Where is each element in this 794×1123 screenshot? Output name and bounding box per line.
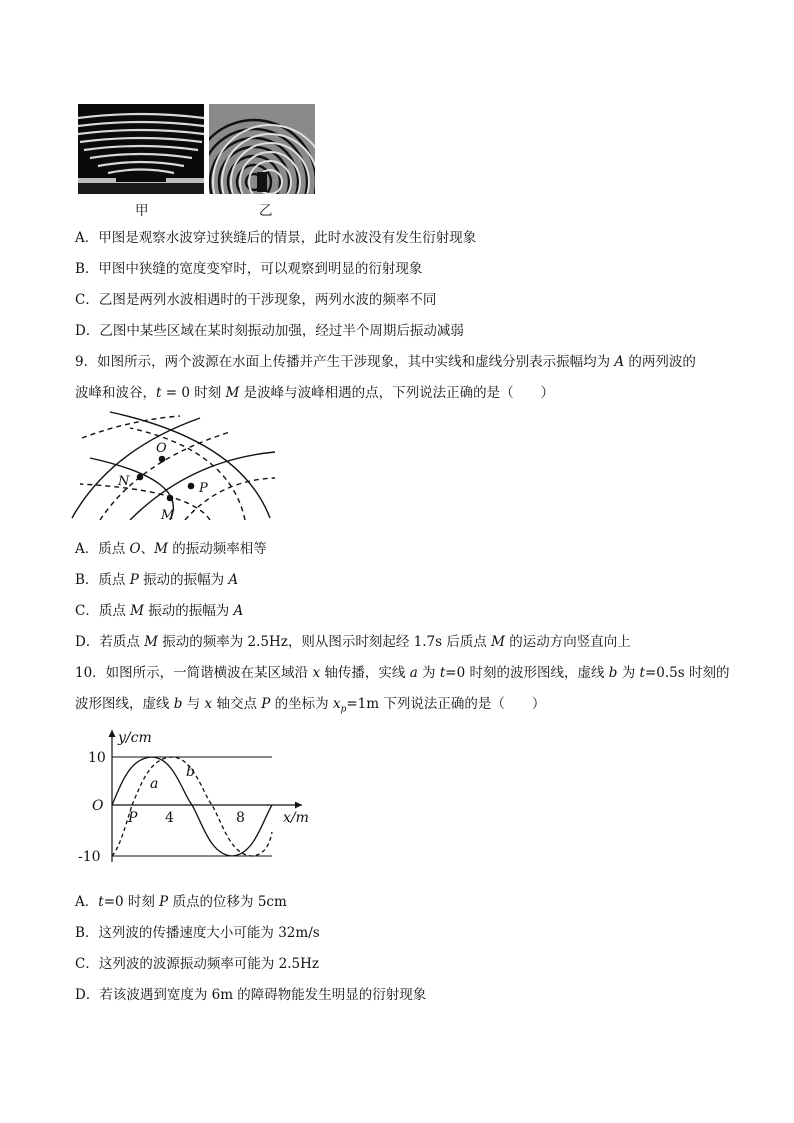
curve-b-label: b bbox=[186, 764, 195, 780]
label-m: M bbox=[161, 508, 175, 522]
point-m bbox=[167, 495, 174, 502]
figure-label-right: 乙 bbox=[259, 203, 273, 219]
point-o bbox=[159, 456, 166, 463]
q8-option-b: B．甲图中狭缝的宽度变窄时，可以观察到明显的衍射现象 bbox=[75, 261, 423, 277]
point-p bbox=[188, 483, 195, 490]
q10-option-c: C．这列波的波源振动频率可能为 2.5Hz bbox=[75, 956, 319, 972]
x-tick-4: 4 bbox=[165, 810, 174, 826]
point-n bbox=[137, 474, 144, 481]
q8-option-c: C．乙图是两列水波相遇时的干涉现象，两列水波的频率不同 bbox=[75, 292, 437, 308]
q9-stem-line2: 波峰和波谷，t = 0 时刻 M 是波峰与波峰相遇的点，下列说法正确的是（ ） bbox=[75, 385, 555, 401]
y-tick-top: 10 bbox=[88, 750, 106, 766]
interference-photo-drawing bbox=[209, 104, 315, 194]
q9-option-b: B．质点 P 振动的振幅为 A bbox=[75, 572, 239, 588]
curve-b bbox=[132, 757, 272, 856]
origin-label: O bbox=[92, 798, 104, 814]
q9-option-a: A．质点 O、M 的振动频率相等 bbox=[75, 541, 267, 557]
q9-interference-figure bbox=[70, 410, 275, 522]
q9-stem-line1: 9．如图所示，两个波源在水面上传播并产生干涉现象，其中实线和虚线分别表示振幅均为 A 的两列波的 bbox=[75, 354, 696, 370]
q10-option-b: B．这列波的传播速度大小可能为 32m/s bbox=[75, 925, 320, 941]
q8-option-a: A．甲图是观察水波穿过狭缝后的情景，此时水波没有发生衍射现象 bbox=[75, 230, 477, 246]
x-tick-8: 8 bbox=[236, 810, 245, 826]
q10-stem-line2: 波形图线，虚线 b 与 x 轴交点 P 的坐标为 $x_p=1m$ 下列说法正确的是（ ） bbox=[75, 696, 546, 715]
diffraction-photo-drawing bbox=[78, 104, 204, 194]
q9-option-d: D．若质点 M 振动的频率为 2.5Hz，则从图示时刻起经 1.7s 后质点 M 的运动方向竖直向上 bbox=[75, 634, 631, 650]
label-n: N bbox=[118, 474, 130, 489]
label-o: O bbox=[156, 441, 167, 456]
q10-option-a: A．t=0 时刻 P 质点的位移为 5cm bbox=[75, 894, 287, 910]
figure-label-left: 甲 bbox=[135, 203, 149, 219]
label-p: P bbox=[199, 481, 208, 496]
y-tick-bottom: -10 bbox=[78, 849, 101, 865]
point-p-label: P bbox=[128, 810, 138, 826]
diffraction-photo bbox=[78, 104, 204, 194]
curve-a-label: a bbox=[150, 776, 159, 792]
q10-wave-graph bbox=[70, 722, 320, 872]
q9-option-c: C．质点 M 振动的振幅为 A bbox=[75, 603, 244, 619]
q10-stem-line1: 10．如图所示，一简谐横波在某区域沿 x 轴传播，实线 a 为 t=0 时刻的波形图线，虚线 b 为 t=0.5s 时刻的 bbox=[75, 665, 730, 681]
q8-option-d: D．乙图中某些区域在某时刻振动加强，经过半个周期后振动减弱 bbox=[75, 323, 464, 339]
interference-photo bbox=[209, 104, 315, 194]
y-axis-label: y/cm bbox=[118, 730, 152, 746]
q10-option-d: D．若该波遇到宽度为 6m 的障碍物能发生明显的衍射现象 bbox=[75, 987, 427, 1003]
x-axis-label: x/m bbox=[283, 810, 309, 826]
